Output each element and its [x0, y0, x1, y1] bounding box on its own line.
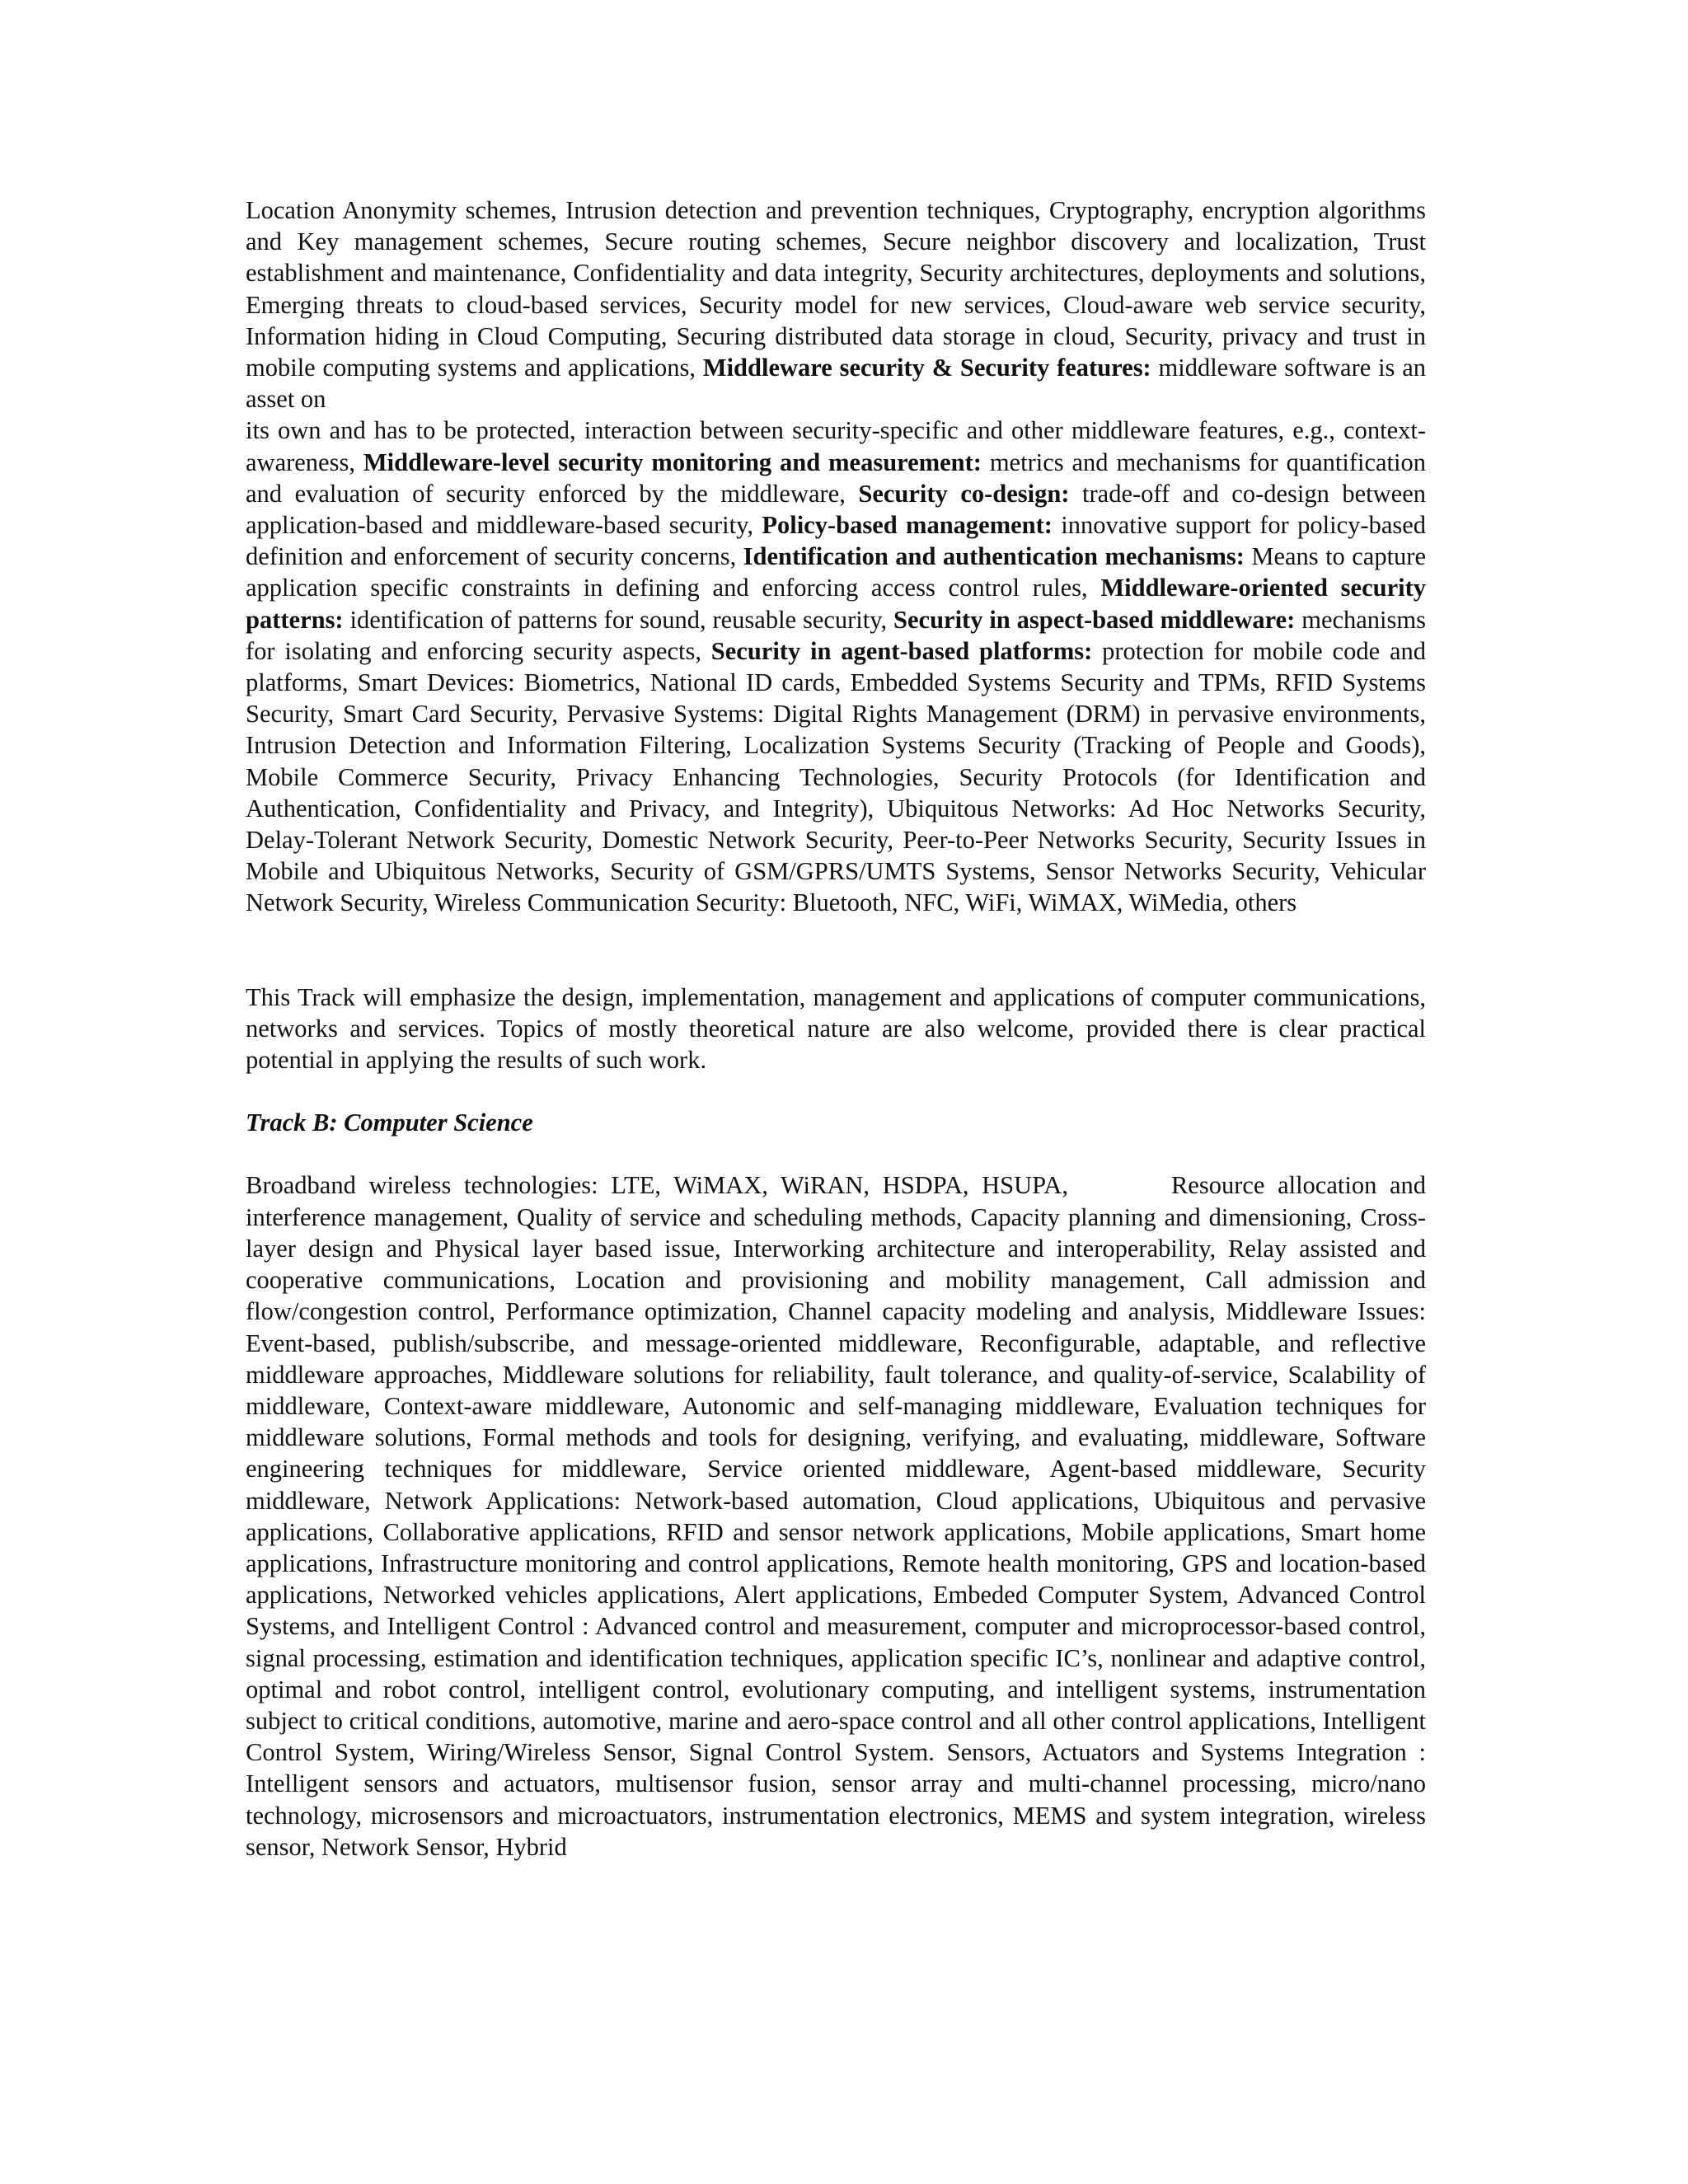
paragraph-text: innovative support for policy-based definition and enforcement of security concerns, [246, 511, 1427, 571]
bold-term-co-design: Security co-design: [858, 479, 1070, 508]
paragraph-text: protection for mobile code and platforms, Smart Devices: Biometrics, National ID cards, Embedded Systems Security and TPMs, RFID Systems Security, Smart Card Security, Pervasive Systems: Digital Rights Management (DRM) in pervasive environments, Intrusion Detection and Information Filtering, Localization Systems Security (Tracking of People and Goods), Mobile Commerce Security, Privacy Enhancing Technologies, Security Protocols (for Identification and Authentication, Confidentiality and Privacy, and Integrity), Ubiquitous Networks: Ad Hoc Networks Security, Delay-Tolerant Network Security, Domestic Network Security, Peer-to-Peer Networks Security, Security Issues in Mobile and Ubiquitous Networks, Security of GSM/GPRS/UMTS Systems, Sensor Networks Security, Vehicular Network Security, Wireless Communication Security: Bluetooth, NFC, WiFi, WiMAX, WiMedia, others [246, 636, 1426, 917]
paragraph-text: Location Anonymity schemes, Intrusion detection and prevention techniques, Cryptography, encryption algorithms and Key management schemes, Secure routing schemes, Secure neighbor discovery and localization, Trust establishment and maintenance, Confidentiality and data integrity, Security architectures, deployments and solutions, Emerging threats to cloud-based services, Security model for new services, Cloud-aware web service security, Information hiding in Cloud Computing, Securing distributed data storage in cloud, Security, privacy and trust in mobile computing systems and applications, [246, 196, 1426, 382]
paragraph-text: middleware software is an asset on [246, 354, 1426, 414]
bold-term-policy-management: Policy-based management: [762, 511, 1053, 540]
paragraph-text: identification of patterns for sound, reusable security, [343, 605, 894, 634]
bold-term-middleware-security: Middleware security & Security features: [702, 354, 1151, 382]
paragraph-middleware-security [246, 415, 1426, 918]
paragraph-computer-science-topics: Broadband wireless technologies: LTE, WiMAX, WiRAN, HSDPA, HSUPA, Resource allocation and interference management, Quality of service and scheduling methods, Capacity planning and dimensioning, Cross-layer design and Physical layer based issue, Interworking architecture and interoperability, Relay assisted and cooperative communications, Location and provisioning and mobility management, Call admission and flow/congestion control, Performance optimization, Channel capacity modeling and analysis, Middleware Issues: Event-based, publish/subscribe, and message-oriented middleware, Reconfigurable, adaptable, and reflective middleware approaches, Middleware solutions for reliability, fault tolerance, and quality-of-service, Scalability of middleware, Context-aware middleware, Autonomic and self-managing middleware, Evaluation techniques for middleware solutions, Formal methods and tools for designing, verifying, and evaluating, middleware, Software engineering techniques for middleware, Service oriented middleware, Agent-based middleware, Security middleware, Network Applications: Network-based automation, Cloud applications, Ubiquitous and pervasive applications, Collaborative applications, RFID and sensor network applications, Mobile applications, Smart home applications, Infrastructure monitoring and control applications, Remote health monitoring, GPS and location-based applications, Networked vehicles applications, Alert applications, Embeded Computer System, Advanced Control Systems, and Intelligent Control : Advanced control and measurement, computer and microprocessor-based control, signal processing, estimation and identification techniques, application specific IC’s, nonlinear and adaptive control, optimal and robot control, intelligent control, evolutionary computing, and intelligent systems, instrumentation subject to critical conditions, automotive, marine and aero-space control and all other control applications, Intelligent Control System, Wiring/Wireless Sensor, Signal Control System. Sensors, Actuators and Systems Integration : Intelligent sensors and actuators, multisensor fusion, sensor array and multi-channel processing, micro/nano technology, microsensors and microactuators, instrumentation electronics, MEMS and system integration, wireless sensor, Network Sensor, Hybrid [246, 1171, 1426, 1861]
bold-term-identification: Identification and authentication mechanisms: [743, 542, 1245, 571]
document-page [246, 194, 1426, 1863]
paragraph-security-topics [246, 194, 1426, 415]
bold-term-agent-based: Security in agent-based platforms: [710, 636, 1093, 665]
paragraph-text: metrics and mechanisms for quantification and evaluation of security enforced by the middleware, [246, 448, 1426, 508]
paragraph-text: trade-off and co-design between application-based and middleware-based security, [246, 479, 1427, 540]
paragraph-text: Means to capture application specific constraints in defining and enforcing access control rules, [246, 542, 1426, 602]
bold-term-aspect-based: Security in aspect-based middleware: [893, 605, 1296, 634]
bold-term-security-patterns: Middleware-oriented security patterns: [246, 574, 1426, 634]
spacer [246, 919, 1426, 982]
paragraph-track-emphasis: This Track will emphasize the design, implementation, management and applications of computer communications, networks and services. Topics of mostly theoretical nature are also welcome, provided there is clear practical potential in applying the results of such work. [246, 982, 1426, 1075]
paragraph-text: mechanisms for isolating and enforcing security aspects, [246, 605, 1426, 665]
spacer [246, 1076, 1426, 1107]
track-b-heading: Track B: Computer Science [246, 1108, 533, 1137]
paragraph-text: its own and has to be protected, interaction between security-specific and other middleware features, e.g., context-awareness, [246, 416, 1426, 476]
spacer [246, 1138, 1426, 1169]
bold-term-monitoring: Middleware-level security monitoring and measurement: [363, 448, 982, 476]
